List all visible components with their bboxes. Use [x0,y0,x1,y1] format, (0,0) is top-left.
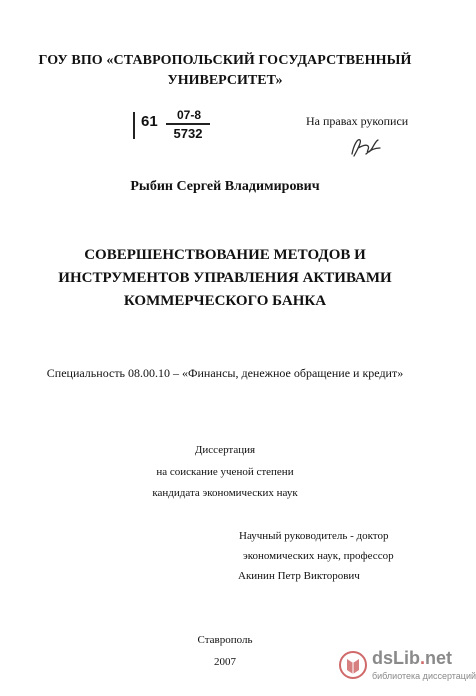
organization-name-line2: УНИВЕРСИТЕТ» [167,73,283,88]
dslib-badge-icon [338,650,368,680]
watermark-brand [372,648,452,669]
degree-line1: Диссертация [194,444,256,456]
watermark-brand-part2: net [425,648,453,668]
title-line2: ИНСТРУМЕНТОВ УПРАВЛЕНИЯ АКТИВАМИ [58,270,392,286]
registration-denominator: 5732 [173,126,203,141]
watermark-subtitle: библиотека диссертаций [372,671,476,681]
registration-numerator: 07-8 [176,108,202,122]
author-name: Рыбин Сергей Владимирович [130,179,320,194]
watermark-brand-part1: dsLib [372,648,420,668]
registration-prefix: 61 [141,113,158,130]
title-line3: КОММЕРЧЕСКОГО БАНКА [123,293,327,309]
registration-bar [133,112,135,139]
signature-icon [348,134,382,160]
registration-fraction-line [166,123,210,125]
degree-line3: кандидата экономических наук [152,487,298,499]
organization-name-line1: ГОУ ВПО «СТАВРОПОЛЬСКИЙ ГОСУДАРСТВЕННЫЙ [38,53,412,68]
title-line1: СОВЕРШЕНСТВОВАНИЕ МЕТОДОВ И [84,247,366,263]
supervisor-line3: Акинин Петр Викторович [238,570,360,582]
degree-line2: на соискание ученой степени [156,466,294,478]
specialty: Специальность 08.00.10 – «Финансы, денежное обращение и кредит» [46,366,404,380]
city: Ставрополь [197,634,253,646]
year: 2007 [214,656,236,668]
watermark-brand-dot: . [420,648,426,668]
watermark-logo[interactable] [338,648,476,692]
rights-note: На правах рукописи [306,114,409,128]
supervisor-line1: Научный руководитель - доктор [239,530,389,542]
supervisor-line2: экономических наук, профессор [243,550,394,562]
